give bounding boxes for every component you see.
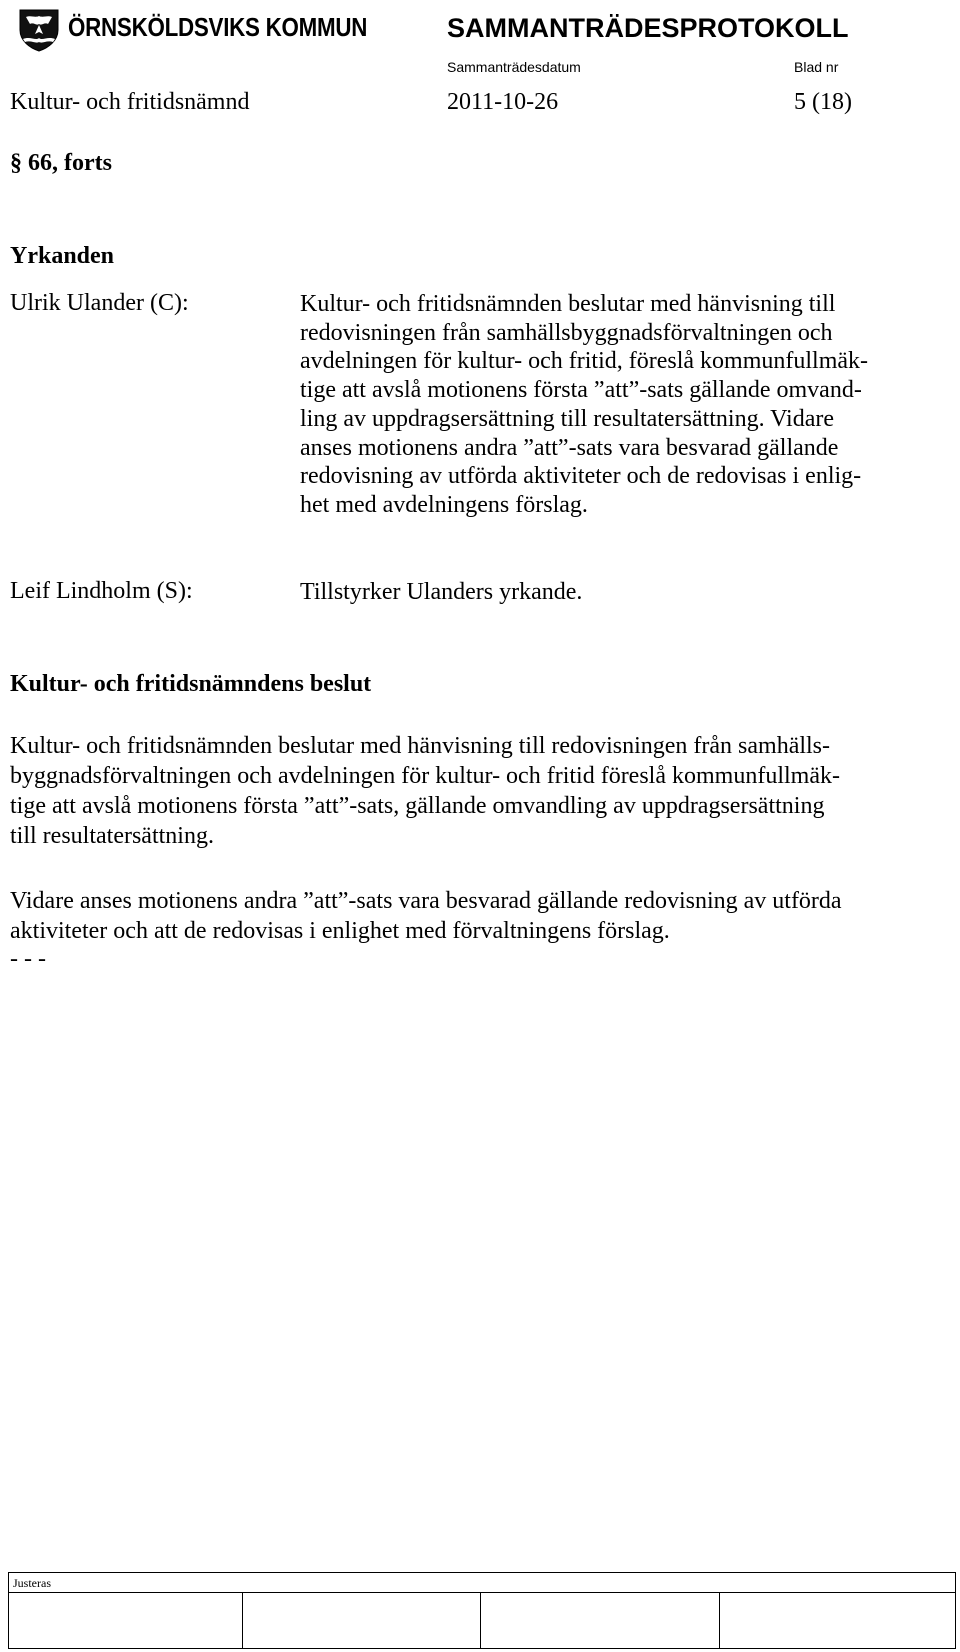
decision-line: Vidare anses motionens andra ”att”-sats vara besvarad gällande redovisning av utförda xyxy=(10,888,842,914)
justeras-box xyxy=(8,1572,956,1649)
justeras-divider xyxy=(9,1592,955,1593)
motion-text-line: Tillstyrker Ulanders yrkande. xyxy=(300,579,583,605)
motion-text-line: redovisning av utförda aktiviteter och de redovisas i enlig- xyxy=(300,463,862,490)
signature-cell-divider xyxy=(480,1592,481,1648)
motion-speaker: Ulrik Ulander (C): xyxy=(10,290,189,316)
document-title: SAMMANTRÄDESPROTOKOLL xyxy=(447,13,849,43)
page-number: 5 (18) xyxy=(794,89,852,115)
committee-name: Kultur- och fritidsnämnd xyxy=(10,89,250,115)
coat-of-arms-icon xyxy=(18,8,60,52)
end-marker: - - - xyxy=(10,946,46,972)
motion-text-line: redovisningen från samhällsbyggnadsförvaltningen och xyxy=(300,319,833,346)
decision-heading: Kultur- och fritidsnämndens beslut xyxy=(10,671,372,697)
decision-line: aktiviteter och att de redovisas i enlighet med förvaltningens förslag. xyxy=(10,918,670,944)
motion-text-line: anses motionens andra ”att”-sats vara besvarad gällande xyxy=(300,434,839,461)
decision-line: byggnadsförvaltningen och avdelningen för kultur- och fritid föreslå kommunfullmäk- xyxy=(10,763,840,789)
justeras-label: Justeras xyxy=(13,1576,51,1590)
motion-text-line: het med avdelningens förslag. xyxy=(300,491,588,518)
signature-cell-divider xyxy=(242,1592,243,1648)
motions-heading: Yrkanden xyxy=(10,243,115,269)
motion-text-line: Kultur- och fritidsnämnden beslutar med hänvisning till xyxy=(300,291,836,317)
decision-line: till resultatersättning. xyxy=(10,823,214,849)
meeting-date-label: Sammanträdesdatum xyxy=(447,59,581,75)
decision-line: Kultur- och fritidsnämnden beslutar med hänvisning till redovisningen från samhälls- xyxy=(10,733,831,759)
motion-text xyxy=(300,290,940,520)
page-number-label: Blad nr xyxy=(794,59,839,75)
decision-paragraph xyxy=(10,886,950,946)
motion-speaker: Leif Lindholm (S): xyxy=(10,578,193,604)
organization-name: ÖRNSKÖLDSVIKS KOMMUN xyxy=(68,12,368,42)
motion-text-line: avdelningen för kultur- och fritid, föreslå kommunfullmäk- xyxy=(300,348,869,375)
section-number: § 66, forts xyxy=(10,150,112,176)
decision-paragraph xyxy=(10,731,950,851)
meeting-date: 2011-10-26 xyxy=(447,89,559,115)
signature-cell-divider xyxy=(719,1592,720,1648)
motion-text xyxy=(300,578,940,607)
motion-text-line: ling av uppdragsersättning till resultatersättning. Vidare xyxy=(300,405,834,432)
decision-line: tige att avslå motionens första ”att”-sats, gällande omvandling av uppdragsersättning xyxy=(10,793,825,819)
motion-text-line: tige att avslå motionens första ”att”-sats gällande omvand- xyxy=(300,377,862,404)
